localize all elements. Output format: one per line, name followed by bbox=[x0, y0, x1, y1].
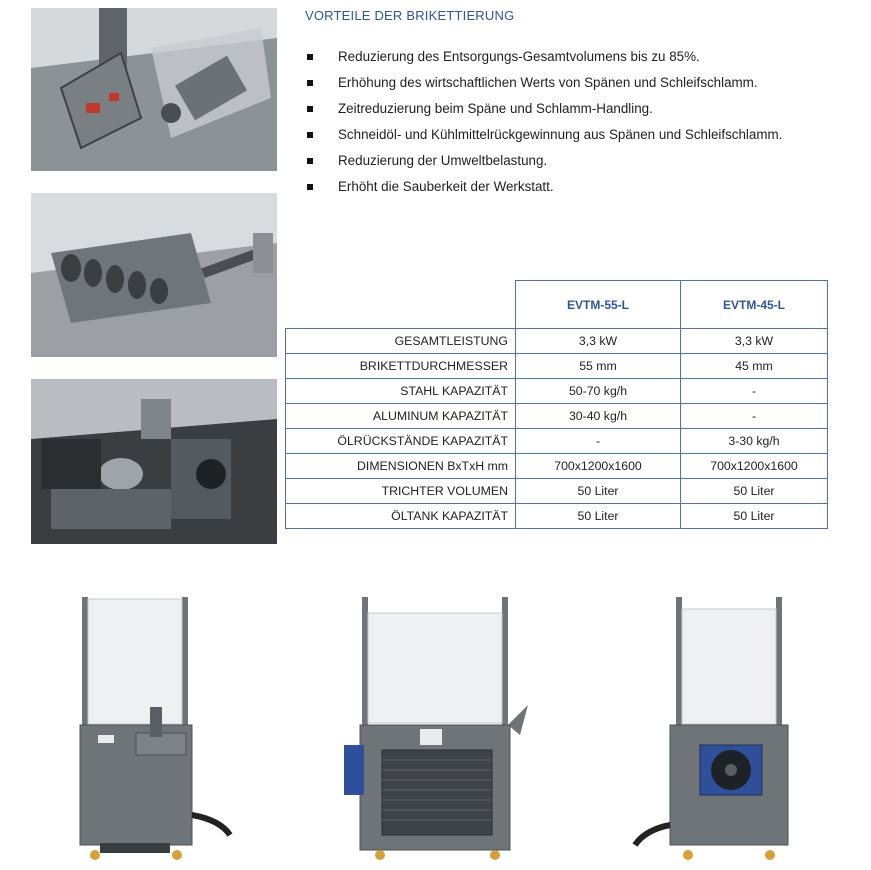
list-item bbox=[305, 148, 782, 174]
table-row bbox=[286, 479, 828, 504]
cell-value: 50-70 kg/h bbox=[516, 379, 681, 404]
list-item-text: Reduzierung des Entsorgungs-Gesamtvolumens bis zu 85%. bbox=[338, 49, 700, 64]
row-label: ÖLRÜCKSTÄNDE KAPAZITÄT bbox=[286, 429, 516, 454]
cell-value: 700x1200x1600 bbox=[681, 454, 828, 479]
machine-photo-side bbox=[330, 595, 540, 865]
column-header-evtm-55: EVTM-55-L bbox=[516, 281, 681, 329]
table-row bbox=[286, 454, 828, 479]
bullet-square-icon bbox=[307, 132, 313, 138]
table-row bbox=[286, 504, 828, 529]
bullet-square-icon bbox=[307, 54, 313, 60]
table-row bbox=[286, 329, 828, 354]
cell-value: - bbox=[516, 429, 681, 454]
bullet-square-icon bbox=[307, 184, 313, 190]
spec-table bbox=[285, 280, 828, 529]
cell-value: 55 mm bbox=[516, 354, 681, 379]
list-item bbox=[305, 96, 782, 122]
list-item-text: Zeitreduzierung beim Späne und Schlamm-Handling. bbox=[338, 101, 653, 116]
bullet-square-icon bbox=[307, 158, 313, 164]
table-row bbox=[286, 379, 828, 404]
list-item bbox=[305, 44, 782, 70]
cell-value: 3,3 kW bbox=[681, 329, 828, 354]
list-item-text: Schneidöl- und Kühlmittelrückgewinnung aus Spänen und Schleifschlamm. bbox=[338, 127, 783, 142]
cell-value: 50 Liter bbox=[681, 504, 828, 529]
row-label: ÖLTANK KAPAZITÄT bbox=[286, 504, 516, 529]
list-item-text: Reduzierung der Umweltbelastung. bbox=[338, 153, 548, 168]
row-label: GESAMTLEISTUNG bbox=[286, 329, 516, 354]
bullet-square-icon bbox=[307, 106, 313, 112]
table-row bbox=[286, 354, 828, 379]
cell-value: 50 Liter bbox=[516, 479, 681, 504]
list-item-text: Erhöhung des wirtschaftlichen Werts von Spänen und Schleifschlamm. bbox=[338, 75, 758, 90]
benefits-list bbox=[305, 44, 782, 200]
list-item bbox=[305, 174, 782, 200]
cell-value: - bbox=[681, 379, 828, 404]
machine-photo-front bbox=[70, 595, 235, 865]
row-label: STAHL KAPAZITÄT bbox=[286, 379, 516, 404]
machine-photo-back bbox=[630, 595, 800, 865]
cell-value: 30-40 kg/h bbox=[516, 404, 681, 429]
cell-value: - bbox=[681, 404, 828, 429]
list-item bbox=[305, 70, 782, 96]
detail-photo-mechanism bbox=[31, 379, 277, 544]
table-corner bbox=[286, 281, 516, 329]
row-label: ALUMINUM KAPAZITÄT bbox=[286, 404, 516, 429]
row-label: BRIKETTDURCHMESSER bbox=[286, 354, 516, 379]
table-header-row bbox=[286, 281, 828, 329]
cell-value: 3,3 kW bbox=[516, 329, 681, 354]
list-item bbox=[305, 122, 782, 148]
cell-value: 50 Liter bbox=[516, 504, 681, 529]
section-heading: VORTEILE DER BRIKETTIERUNG bbox=[305, 8, 515, 23]
detail-photo-hopper bbox=[31, 8, 277, 171]
bullet-square-icon bbox=[307, 80, 313, 86]
row-label: TRICHTER VOLUMEN bbox=[286, 479, 516, 504]
cell-value: 700x1200x1600 bbox=[516, 454, 681, 479]
table-row bbox=[286, 404, 828, 429]
table-row bbox=[286, 429, 828, 454]
column-header-evtm-45: EVTM-45-L bbox=[681, 281, 828, 329]
row-label: DIMENSIONEN BxTxH mm bbox=[286, 454, 516, 479]
list-item-text: Erhöht die Sauberkeit der Werkstatt. bbox=[338, 179, 554, 194]
detail-photo-screw bbox=[31, 193, 277, 357]
cell-value: 50 Liter bbox=[681, 479, 828, 504]
cell-value: 3-30 kg/h bbox=[681, 429, 828, 454]
cell-value: 45 mm bbox=[681, 354, 828, 379]
